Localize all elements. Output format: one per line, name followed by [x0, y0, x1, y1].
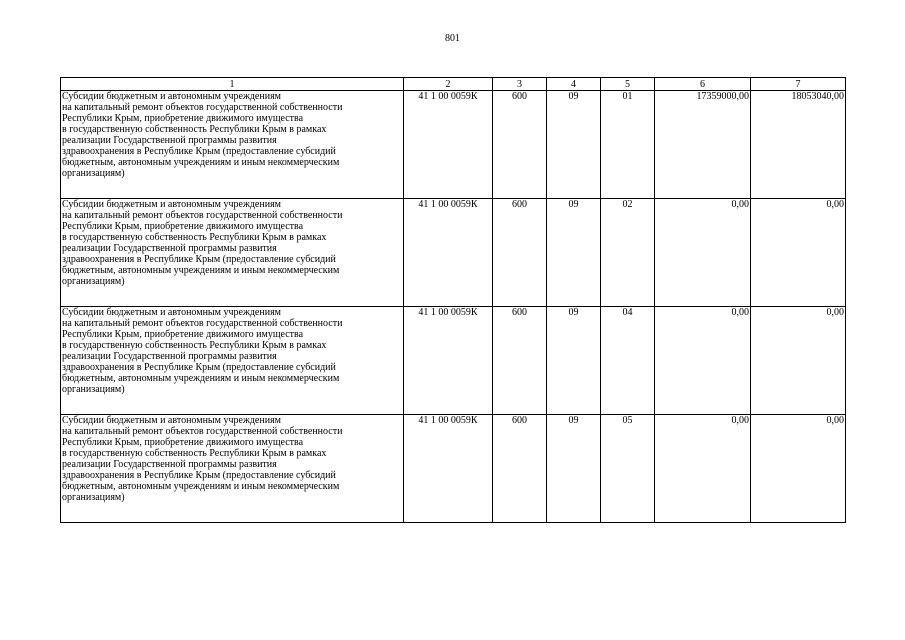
- row-section: 09: [547, 199, 601, 307]
- row-amount-col6: 0,00: [655, 307, 751, 415]
- table-row: [61, 307, 846, 415]
- row-expense-type: 600: [493, 91, 547, 199]
- row-target-code: 41 1 00 0059К: [404, 91, 493, 199]
- row-expense-type: 600: [493, 199, 547, 307]
- row-section: 09: [547, 91, 601, 199]
- row-description: Субсидии бюджетным и автономным учреждениям на капитальный ремонт объектов государственной собственности Республики Крым, приобретение движимого имущества в государственную собственность Республики Крым в рамках реализации Государственной программы развития здравоохранения в Республике Крым (предоставление субсидий бюджетным, автономным учреждениям и иным некоммерческим организациям): [61, 307, 404, 415]
- table-row: [61, 91, 846, 199]
- budget-table: [60, 77, 846, 523]
- row-target-code: 41 1 00 0059К: [404, 415, 493, 523]
- row-expense-type: 600: [493, 415, 547, 523]
- row-section: 09: [547, 415, 601, 523]
- row-subsection: 04: [601, 307, 655, 415]
- row-description: Субсидии бюджетным и автономным учреждениям на капитальный ремонт объектов государственной собственности Республики Крым, приобретение движимого имущества в государственную собственность Республики Крым в рамках реализации Государственной программы развития здравоохранения в Республике Крым (предоставление субсидий бюджетным, автономным учреждениям и иным некоммерческим организациям): [61, 415, 404, 523]
- column-header-1: 1: [61, 78, 404, 91]
- row-section: 09: [547, 307, 601, 415]
- column-header-3: 3: [493, 78, 547, 91]
- row-amount-col7: 18053040,00: [751, 91, 846, 199]
- column-header-6: 6: [655, 78, 751, 91]
- page-number: 801: [445, 33, 460, 44]
- row-amount-col6: 17359000,00: [655, 91, 751, 199]
- row-amount-col7: 0,00: [751, 415, 846, 523]
- row-amount-col6: 0,00: [655, 199, 751, 307]
- table-row: [61, 415, 846, 523]
- row-subsection: 05: [601, 415, 655, 523]
- column-header-5: 5: [601, 78, 655, 91]
- row-target-code: 41 1 00 0059К: [404, 307, 493, 415]
- column-header-2: 2: [404, 78, 493, 91]
- row-description: Субсидии бюджетным и автономным учреждениям на капитальный ремонт объектов государственной собственности Республики Крым, приобретение движимого имущества в государственную собственность Республики Крым в рамках реализации Государственной программы развития здравоохранения в Республике Крым (предоставление субсидий бюджетным, автономным учреждениям и иным некоммерческим организациям): [61, 91, 404, 199]
- table-row: [61, 199, 846, 307]
- table-header-row: [61, 78, 846, 91]
- row-amount-col7: 0,00: [751, 307, 846, 415]
- row-subsection: 02: [601, 199, 655, 307]
- row-description: Субсидии бюджетным и автономным учреждениям на капитальный ремонт объектов государственной собственности Республики Крым, приобретение движимого имущества в государственную собственность Республики Крым в рамках реализации Государственной программы развития здравоохранения в Республике Крым (предоставление субсидий бюджетным, автономным учреждениям и иным некоммерческим организациям): [61, 199, 404, 307]
- row-expense-type: 600: [493, 307, 547, 415]
- column-header-4: 4: [547, 78, 601, 91]
- row-amount-col7: 0,00: [751, 199, 846, 307]
- row-subsection: 01: [601, 91, 655, 199]
- row-target-code: 41 1 00 0059К: [404, 199, 493, 307]
- row-amount-col6: 0,00: [655, 415, 751, 523]
- column-header-7: 7: [751, 78, 846, 91]
